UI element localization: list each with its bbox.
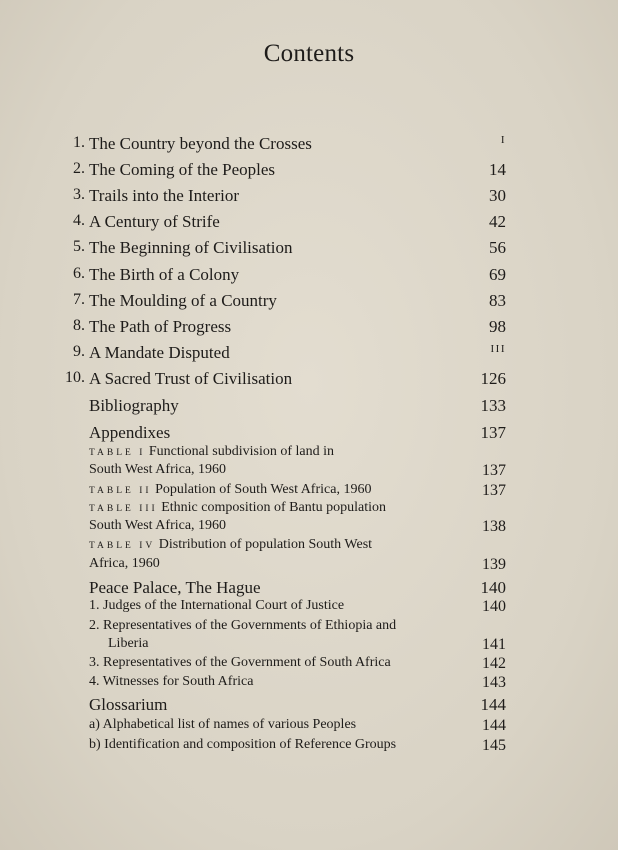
page-number: 140 [480,578,506,597]
page-number: 133 [480,396,506,415]
table-title: Population of South West Africa, 1960 [155,482,372,497]
chapter-title: The Country beyond the Crosses [89,134,312,153]
page-number: 139 [482,556,506,573]
page-number: 126 [480,369,506,388]
chapter-number: 8. [73,317,85,334]
glossary-title: b) Identification and composition of Reference Groups [89,737,397,752]
chapter-title: The Birth of a Colony [89,265,240,284]
page-number: 143 [482,674,506,691]
chapter-number: 7. [73,291,85,308]
page-number: 83 [489,291,506,310]
toc-entry [0,291,618,317]
toc-entry [0,160,618,186]
table-title-cont: South West Africa, 1960 [89,518,227,533]
chapter-title: The Path of Progress [89,317,232,336]
chapter-title: The Moulding of a Country [89,291,277,310]
glossary-title: a) Alphabetical list of names of various Peoples [89,717,357,732]
page-number: 145 [482,737,506,754]
chapter-title: A Mandate Disputed [89,343,230,362]
page-title: Contents [263,40,355,67]
illustration-title-cont: Liberia [108,636,149,651]
toc-entry [0,212,618,238]
table-title: Distribution of population South West [158,537,373,552]
page-number: 138 [482,518,506,535]
page-number: 140 [482,598,506,615]
chapter-number: 1. [73,134,85,151]
page-number: 69 [489,265,506,284]
illustration-title: 4. Witnesses for South Africa [89,674,254,689]
page-number: 137 [480,423,506,442]
toc-entry [0,396,618,422]
chapter-number: 9. [73,343,85,360]
section-title: Appendixes [89,423,171,442]
toc-entry [0,265,618,291]
section-title: Bibliography [89,396,179,415]
chapter-number: 2. [73,160,85,177]
table-label: TABLE IV [89,541,156,551]
page-number: 14 [489,160,506,179]
page-number: I [500,134,506,146]
page-number: 142 [482,655,506,672]
toc-entry [0,317,618,343]
page-number: 42 [489,212,506,231]
table-title: Ethnic composition of Bantu population [161,500,386,515]
chapter-number: 3. [73,186,85,203]
chapter-title: A Century of Strife [89,212,220,231]
chapter-title: The Beginning of Civilisation [89,238,293,257]
page-number: 141 [482,636,506,653]
chapter-number: 6. [73,265,85,282]
toc-entry [0,134,618,160]
chapter-title: The Coming of the Peoples [89,160,276,179]
table-label: TABLE III [89,504,158,514]
page-number: 144 [480,695,506,714]
page-number: 137 [482,462,506,479]
page-number: 30 [489,186,506,205]
illustration-title: 2. Representatives of the Governments of Ethiopia and [89,618,397,633]
toc-entry [0,343,618,369]
toc-entry [0,238,618,264]
glossary-entry [0,737,618,763]
page-number: 144 [482,717,506,734]
illustration-title: 3. Representatives of the Government of South Africa [89,655,391,670]
page-number: III [490,343,506,355]
chapter-number: 5. [73,238,85,255]
table-title: Functional subdivision of land in [148,444,334,459]
section-title: Glossarium [89,695,168,714]
table-label: TABLE I [89,448,146,458]
table-label: TABLE II [89,486,152,496]
chapter-title: Trails into the Interior [89,186,239,205]
page-number: 137 [482,482,506,499]
chapter-number: 10. [65,369,85,386]
table-title-cont: South West Africa, 1960 [89,462,227,477]
section-title: Peace Palace, The Hague [89,578,261,597]
page-number: 56 [489,238,506,257]
chapter-title: A Sacred Trust of Civilisation [89,369,293,388]
chapter-number: 4. [73,212,85,229]
table-title-cont: Africa, 1960 [89,556,160,571]
toc-entry [0,186,618,212]
page-number: 98 [489,317,506,336]
toc-entry [0,369,618,395]
illustration-title: 1. Judges of the International Court of Justice [89,598,345,613]
